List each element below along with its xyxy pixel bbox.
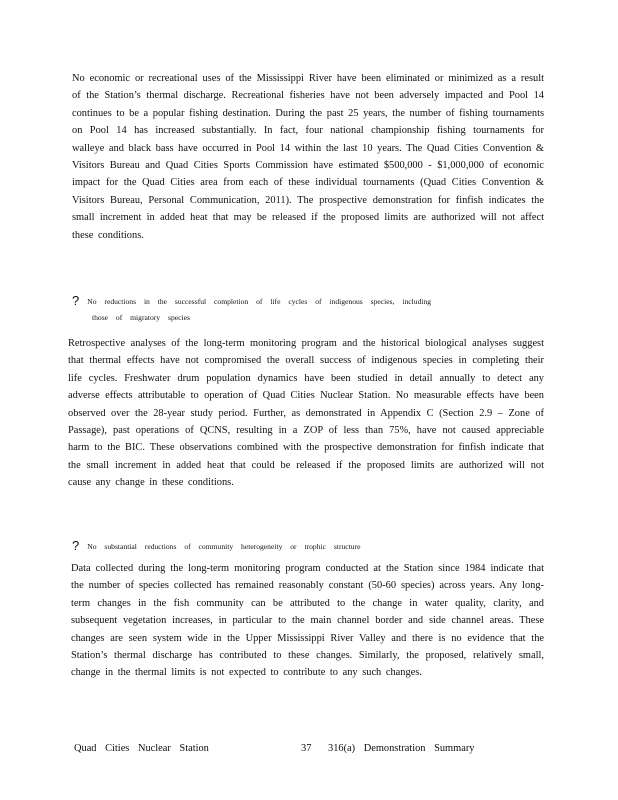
paragraph-life-cycles: Retrospective analyses of the long-term monitoring program and the historical biological analyses suggest that thermal effects have not compromised the overall success of indigenous species in completing their life cycles. Freshwater drum population dynamics have been studied in detail annually to detect any adverse effects attributable to operation of Quad Cities Nuclear Station. No measurable effects have been observed over the 28-year study period. Further, as demonstrated in Appendix C (Section 2.9 – Zone of Passage), past operations of QCNS, resulting in a ZOP of less than 75%, have not caused appreciable harm to the BIC. These observations combined with the prospective demonstration for finfish indicate that the small increment in added heat that could be released if the proposed limits are authorized will not cause any change in these conditions. bbox=[68, 338, 544, 489]
paragraph-community-heterogeneity: Data collected during the long-term monitoring program conducted at the Station since 1984 indicate that the number of species collected has remained reasonably constant (50-60 species) across years. Any long-term changes in the fish community can be attributed to the change in water quality, clarity, and subsequent vegetation increases, in particular to the main channel border and side channel areas. These changes are seen system wide in the Upper Mississippi River Valley and there is no evidence that the Station’s thermal discharge has contributed to these changes. Similarly, the proposed, relatively small, change in the thermal limits is not expected to contribute to any such changes. bbox=[71, 563, 544, 679]
bullet-mark: ? bbox=[72, 538, 80, 553]
bullet-heading-text: No substantial reductions of community heterogeneity or trophic structure bbox=[87, 542, 361, 551]
footer-page-number: 37 bbox=[301, 743, 312, 754]
paragraph-economic-uses: No economic or recreational uses of the Mississippi River have been eliminated or minimized as a result of the Station’s thermal discharge. Recreational fisheries have not been adversely impacted and Pool 14 continues to be a popular fishing destination. During the past 25 years, the number of fishing tournaments on Pool 14 has increased substantially. In fact, four national championship fishing tournaments for walleye and black bass have occurred in Pool 14 within the last 10 years. The Quad Cities Convention & Visitors Bureau and Quad Cities Sports Commission have estimated $500,000 - $1,000,000 of economic impact for the Quad Cities area from each of these individual tournaments (Quad Cities Convention & Visitors Bureau, Personal Communication, 2011). The prospective demonstration for finfish indicates the small increment in added heat that may be released if the proposed limits are authorized will not affect these conditions. bbox=[72, 73, 544, 241]
bullet-heading-text-continued: those of migratory species bbox=[92, 313, 190, 322]
footer-document-title: 316(a) Demonstration Summary bbox=[328, 743, 475, 754]
bullet-heading-community bbox=[72, 538, 542, 555]
bullet-heading-life-cycles bbox=[72, 293, 542, 326]
bullet-heading-text: No reductions in the successful completion of life cycles of indigenous species, including bbox=[87, 297, 432, 306]
bullet-mark: ? bbox=[72, 293, 80, 308]
footer-station-name: Quad Cities Nuclear Station bbox=[74, 743, 209, 754]
